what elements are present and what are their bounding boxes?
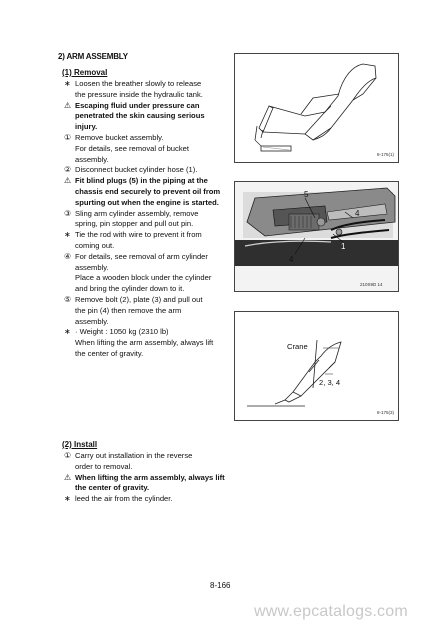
step-text: assembly.	[75, 154, 109, 164]
excavator-arm-drawing	[235, 54, 398, 162]
step-text: Disconnect bucket cylinder hose (1).	[75, 165, 198, 175]
warning-text: penetrated the skin causing serious	[75, 111, 205, 121]
figure-arm-cylinder	[234, 181, 399, 292]
warning-text: Fit blind plugs (5) in the piping at the	[75, 176, 208, 186]
step-marker: ∗	[64, 79, 71, 88]
step-marker: ③	[64, 208, 72, 218]
step-text: When lifting the arm assembly, always lift	[75, 338, 214, 348]
step-text: the pin (4) then remove the arm	[75, 305, 182, 315]
figure-code: 8-175(3)	[377, 410, 395, 415]
step-text: leed the air from the cylinder.	[75, 494, 173, 504]
install-heading: (2) Install	[62, 440, 98, 449]
step-marker: ⑤	[64, 295, 72, 304]
warning-text: injury.	[75, 122, 98, 132]
figure-bucket-removal	[234, 53, 399, 163]
callout-1: 1	[341, 242, 346, 251]
step-text: Tie the rod with wire to prevent it from	[75, 230, 202, 240]
step-marker: ⚠	[64, 472, 72, 482]
warning-text: When lifting the arm assembly, always lift	[75, 472, 225, 482]
callout-5: 5	[304, 190, 309, 199]
callout-4-lower: 4	[289, 255, 294, 264]
step-text: Remove bucket assembly.	[75, 133, 164, 142]
figure-code: 8-175(1)	[377, 152, 395, 157]
step-marker: ②	[64, 165, 72, 175]
step-text: and bring the cylinder down to it.	[75, 284, 185, 294]
section-title: 2) ARM ASSEMBLY	[58, 52, 128, 61]
step-text: Remove bolt (2), plate (3) and pull out	[75, 295, 203, 304]
step-text: For details, see removal of bucket	[75, 143, 189, 153]
step-text: Sling arm cylinder assembly, remove	[75, 208, 199, 218]
parts-label: 2, 3, 4	[319, 378, 341, 387]
step-marker: ∗	[64, 230, 71, 240]
step-text: Loosen the breather slowly to release	[75, 79, 202, 88]
step-marker: ①	[64, 133, 72, 142]
arm-lifting-drawing	[235, 312, 398, 420]
step-marker: ∗	[64, 327, 71, 337]
step-text: the pressure inside the hydraulic tank.	[75, 89, 203, 99]
step-text: assembly.	[75, 316, 109, 326]
step-marker: ④	[64, 251, 72, 261]
warning-text: chassis end securely to prevent oil from	[75, 187, 221, 196]
callout-4-upper: 4	[355, 209, 360, 218]
step-text: the center of gravity.	[75, 349, 144, 358]
figure-code: 210S9D 14	[360, 282, 383, 287]
warning-text: the center of gravity.	[75, 483, 150, 493]
step-text: spring, pin stopper and pull out pin.	[75, 219, 194, 229]
arm-cylinder-photo	[235, 182, 398, 291]
step-marker: ⚠	[64, 176, 72, 186]
step-text: coming out.	[75, 241, 115, 250]
warning-text: spurting out when the engine is started.	[75, 197, 219, 207]
removal-heading: (1) Removal	[62, 68, 108, 77]
page-number: 8-166	[210, 581, 231, 590]
step-text: · Weight : 1050 kg (2310 lb)	[75, 327, 169, 337]
crane-label: Crane	[287, 342, 308, 351]
step-marker: ∗	[64, 494, 71, 504]
step-text: For details, see removal of arm cylinder	[75, 251, 208, 261]
watermark: www.epcatalogs.com	[254, 603, 408, 620]
figure-arm-lift	[234, 311, 399, 421]
step-marker: ⚠	[64, 100, 72, 110]
step-text: Place a wooden block under the cylinder	[75, 273, 212, 283]
step-text: Carry out installation in the reverse	[75, 451, 193, 460]
warning-text: Escaping fluid under pressure can	[75, 100, 200, 110]
step-text: order to removal.	[75, 461, 133, 471]
step-marker: ①	[64, 451, 72, 460]
step-text: assembly.	[75, 262, 109, 272]
